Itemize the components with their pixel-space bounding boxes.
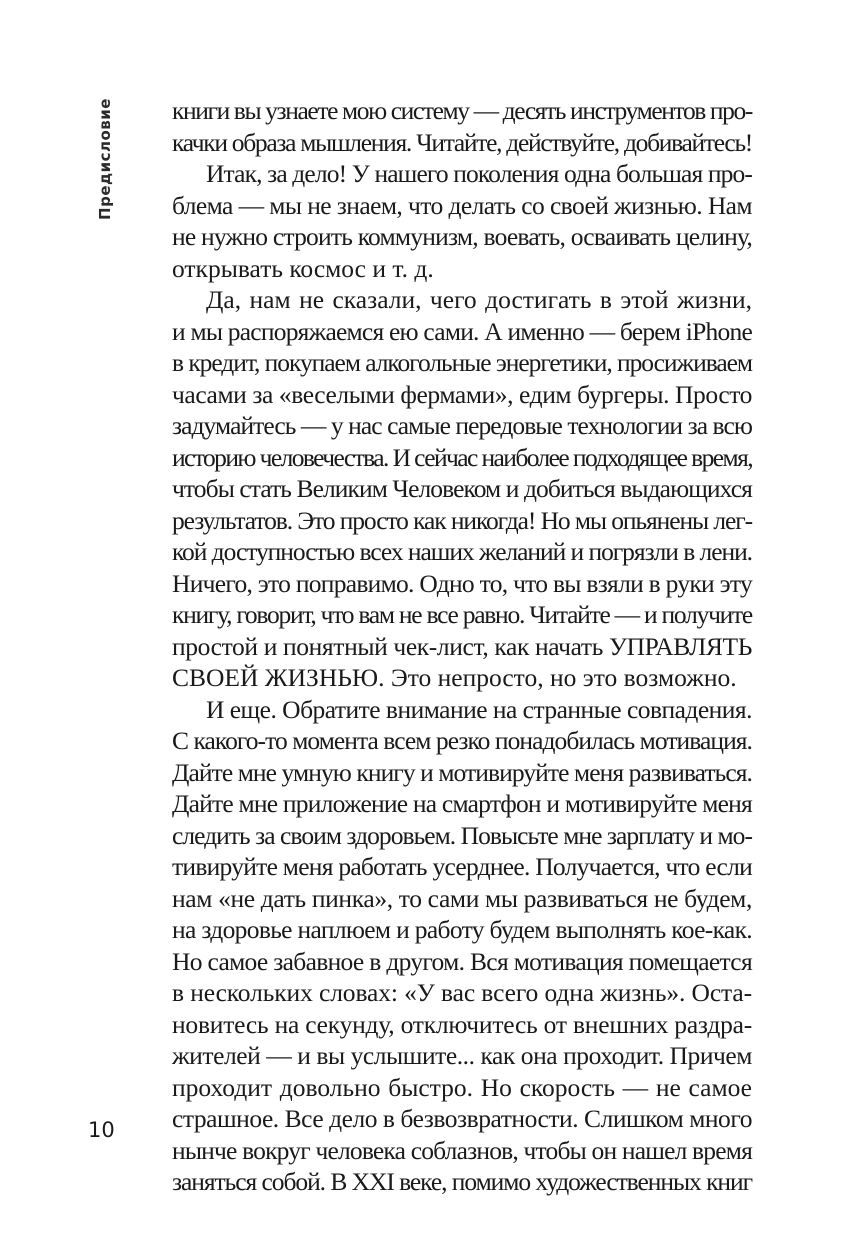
text-line: качки образа мышления. Читайте, действуйте, добивайтесь!	[172, 127, 752, 157]
page-number: 10	[88, 1118, 115, 1142]
text-line: в кредит, покупаем алкогольные энергетики, просиживаем	[172, 348, 752, 377]
text-line: не нужно строить коммунизм, воевать, осваивать целину,	[172, 222, 752, 251]
text-line: новитесь на секунду, отключитесь от внешних раздра-	[172, 1009, 752, 1039]
text-line: на здоровье наплюем и работу будем выполнять кое-как.	[172, 915, 753, 944]
text-line: Дайте мне умную книгу и мотивируйте меня развиваться.	[172, 757, 752, 787]
text-line: следить за своим здоровьем. Повысьте мне зарплату и мо-	[172, 820, 752, 850]
running-header-text: Предисловие	[96, 98, 114, 220]
text-line: С какого-то момента всем резко понадобилась мотивация.	[172, 726, 752, 755]
text-line: Ничего, это поправимо. Одно то, что вы взяли в руки эту	[172, 568, 752, 598]
running-header	[91, 100, 119, 218]
text-line: СВОЕЙ ЖИЗНЬЮ. Это непросто, но это возможно.	[172, 663, 737, 692]
body-text	[172, 95, 752, 1198]
text-line: Итак, за дело! У нашего поколения одна большая про-	[206, 159, 752, 188]
text-line: часами за «веселыми фермами», едим бургеры. Просто	[172, 379, 752, 409]
text-line: открывать космос и т. д.	[172, 253, 434, 283]
text-line: Да, нам не сказали, чего достигать в этой жизни,	[206, 285, 752, 314]
text-line: чтобы стать Великим Человеком и добиться выдающихся	[172, 474, 752, 503]
text-line: Но самое забавное в другом. Вся мотивация помещается	[172, 946, 752, 976]
text-line: страшное. Все дело в безвозвратности. Слишком много	[172, 1104, 752, 1133]
text-line: проходит довольно быстро. Но скорость — не самое	[172, 1072, 752, 1102]
text-line: нынче вокруг человека соблазнов, чтобы он нашел время	[172, 1135, 752, 1165]
text-line: историю человечества. И сейчас наиболее подходящее время,	[172, 442, 752, 472]
text-line: Дайте мне приложение на смартфон и мотивируйте меня	[172, 789, 752, 818]
text-line: в нескольких словах: «У вас всего одна жизнь». Оста-	[172, 978, 752, 1007]
text-line: заняться собой. В XXI веке, помимо художественных книг	[172, 1167, 752, 1196]
text-line: жителей — и вы услышите... как она проходит. Причем	[172, 1041, 752, 1070]
text-line: книгу, говорит, что вам не все равно. Читайте — и получите	[172, 600, 752, 629]
text-line: простой и понятный чек-лист, как начать УПРАВЛЯТЬ	[172, 631, 752, 661]
text-line: книги вы узнаете мою систему — десять инструментов про-	[172, 96, 752, 125]
text-line: и мы распоряжаемся ею сами. А именно — берем iPhone	[172, 316, 752, 346]
text-line: тивируйте меня работать усерднее. Получается, что если	[172, 852, 752, 881]
text-line: задумайтесь — у нас самые передовые технологии за всю	[172, 411, 752, 440]
text-line: результатов. Это просто как никогда! Но мы опьянены лег-	[172, 505, 752, 535]
text-line: И еще. Обратите внимание на странные совпадения.	[206, 694, 752, 724]
text-line: кой доступностью всех наших желаний и погрязли в лени.	[172, 537, 752, 566]
text-line: нам «не дать пинка», то сами мы развиваться не будем,	[172, 883, 752, 913]
text-line: блема — мы не знаем, что делать со своей жизнью. Нам	[172, 190, 752, 220]
